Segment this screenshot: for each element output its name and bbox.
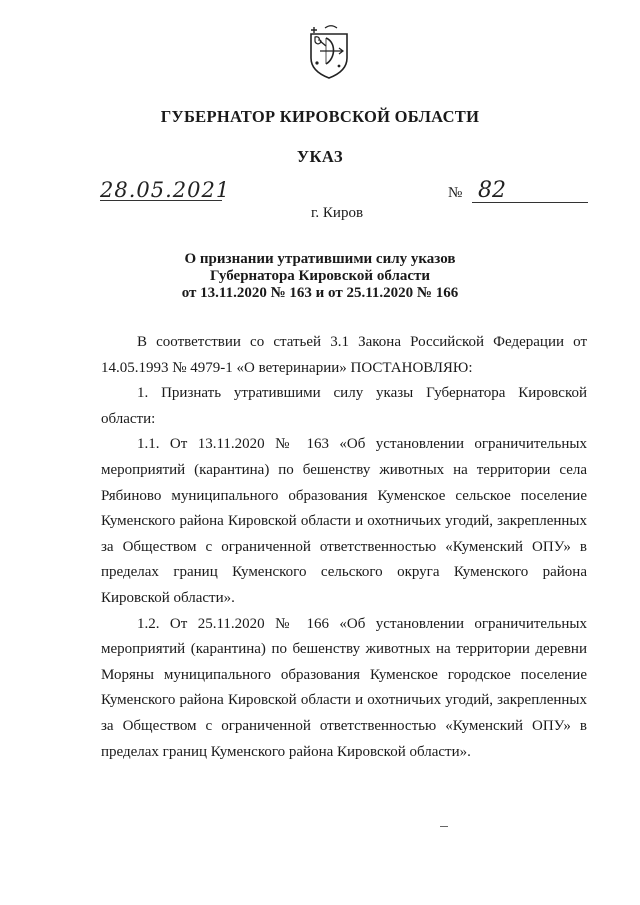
kirov-coat-of-arms-icon <box>306 24 352 80</box>
issuing-authority: ГУБЕРНАТОР КИРОВСКОЙ ОБЛАСТИ <box>160 107 480 126</box>
document-type: УКАЗ <box>296 147 344 166</box>
date-underline <box>100 200 222 201</box>
clause-1-1: 1.1. От 13.11.2020 № 163 «Об установлении ограничительных мероприятий (карантина) по бешенству животных на территории села Рябиново муниципального образования Куменское сельское поселение Куменского района Кировской области и охотничьих угодий, закрепленных за Обществом с ограниченной ответственностью «Куменский ОПУ» в пределах границ Куменского сельского округа Куменского района Кировской области». <box>101 436 587 606</box>
handwritten-date: 28.05.2021 <box>100 178 231 202</box>
title-line-2: Губернатора Кировской области <box>209 268 431 284</box>
page-mark <box>440 826 448 827</box>
document-title <box>0 251 640 302</box>
clause-1: 1. Признать утратившими силу указы Губернатора Кировской области: <box>101 385 587 427</box>
title-line-3: от 13.11.2020 № 163 и от 25.11.2020 № 166 <box>181 285 459 301</box>
title-line-1: О признании утратившими силу указов <box>184 251 456 267</box>
clause-1-2: 1.2. От 25.11.2020 № 166 «Об установлении ограничительных мероприятий (карантина) по бешенству животных на территории деревни Моряны муниципального образования Куменское городское поселение Куменского района Кировской области и охотничьих угодий, закрепленных за Обществом с ограниченной ответственностью «Куменский ОПУ» в пределах границ Куменского района Кировской области». <box>101 615 587 760</box>
handwritten-number: 82 <box>478 178 506 203</box>
number-underline <box>472 202 588 203</box>
city-of-issue: г. Киров <box>310 205 364 221</box>
document-body <box>101 330 587 765</box>
preamble-paragraph: В соответствии со статьей 3.1 Закона Российской Федерации от 14.05.1993 № 4979-1 «О ветеринарии» ПОСТАНОВЛЯЮ: <box>101 334 587 376</box>
number-sign: № <box>448 185 463 201</box>
